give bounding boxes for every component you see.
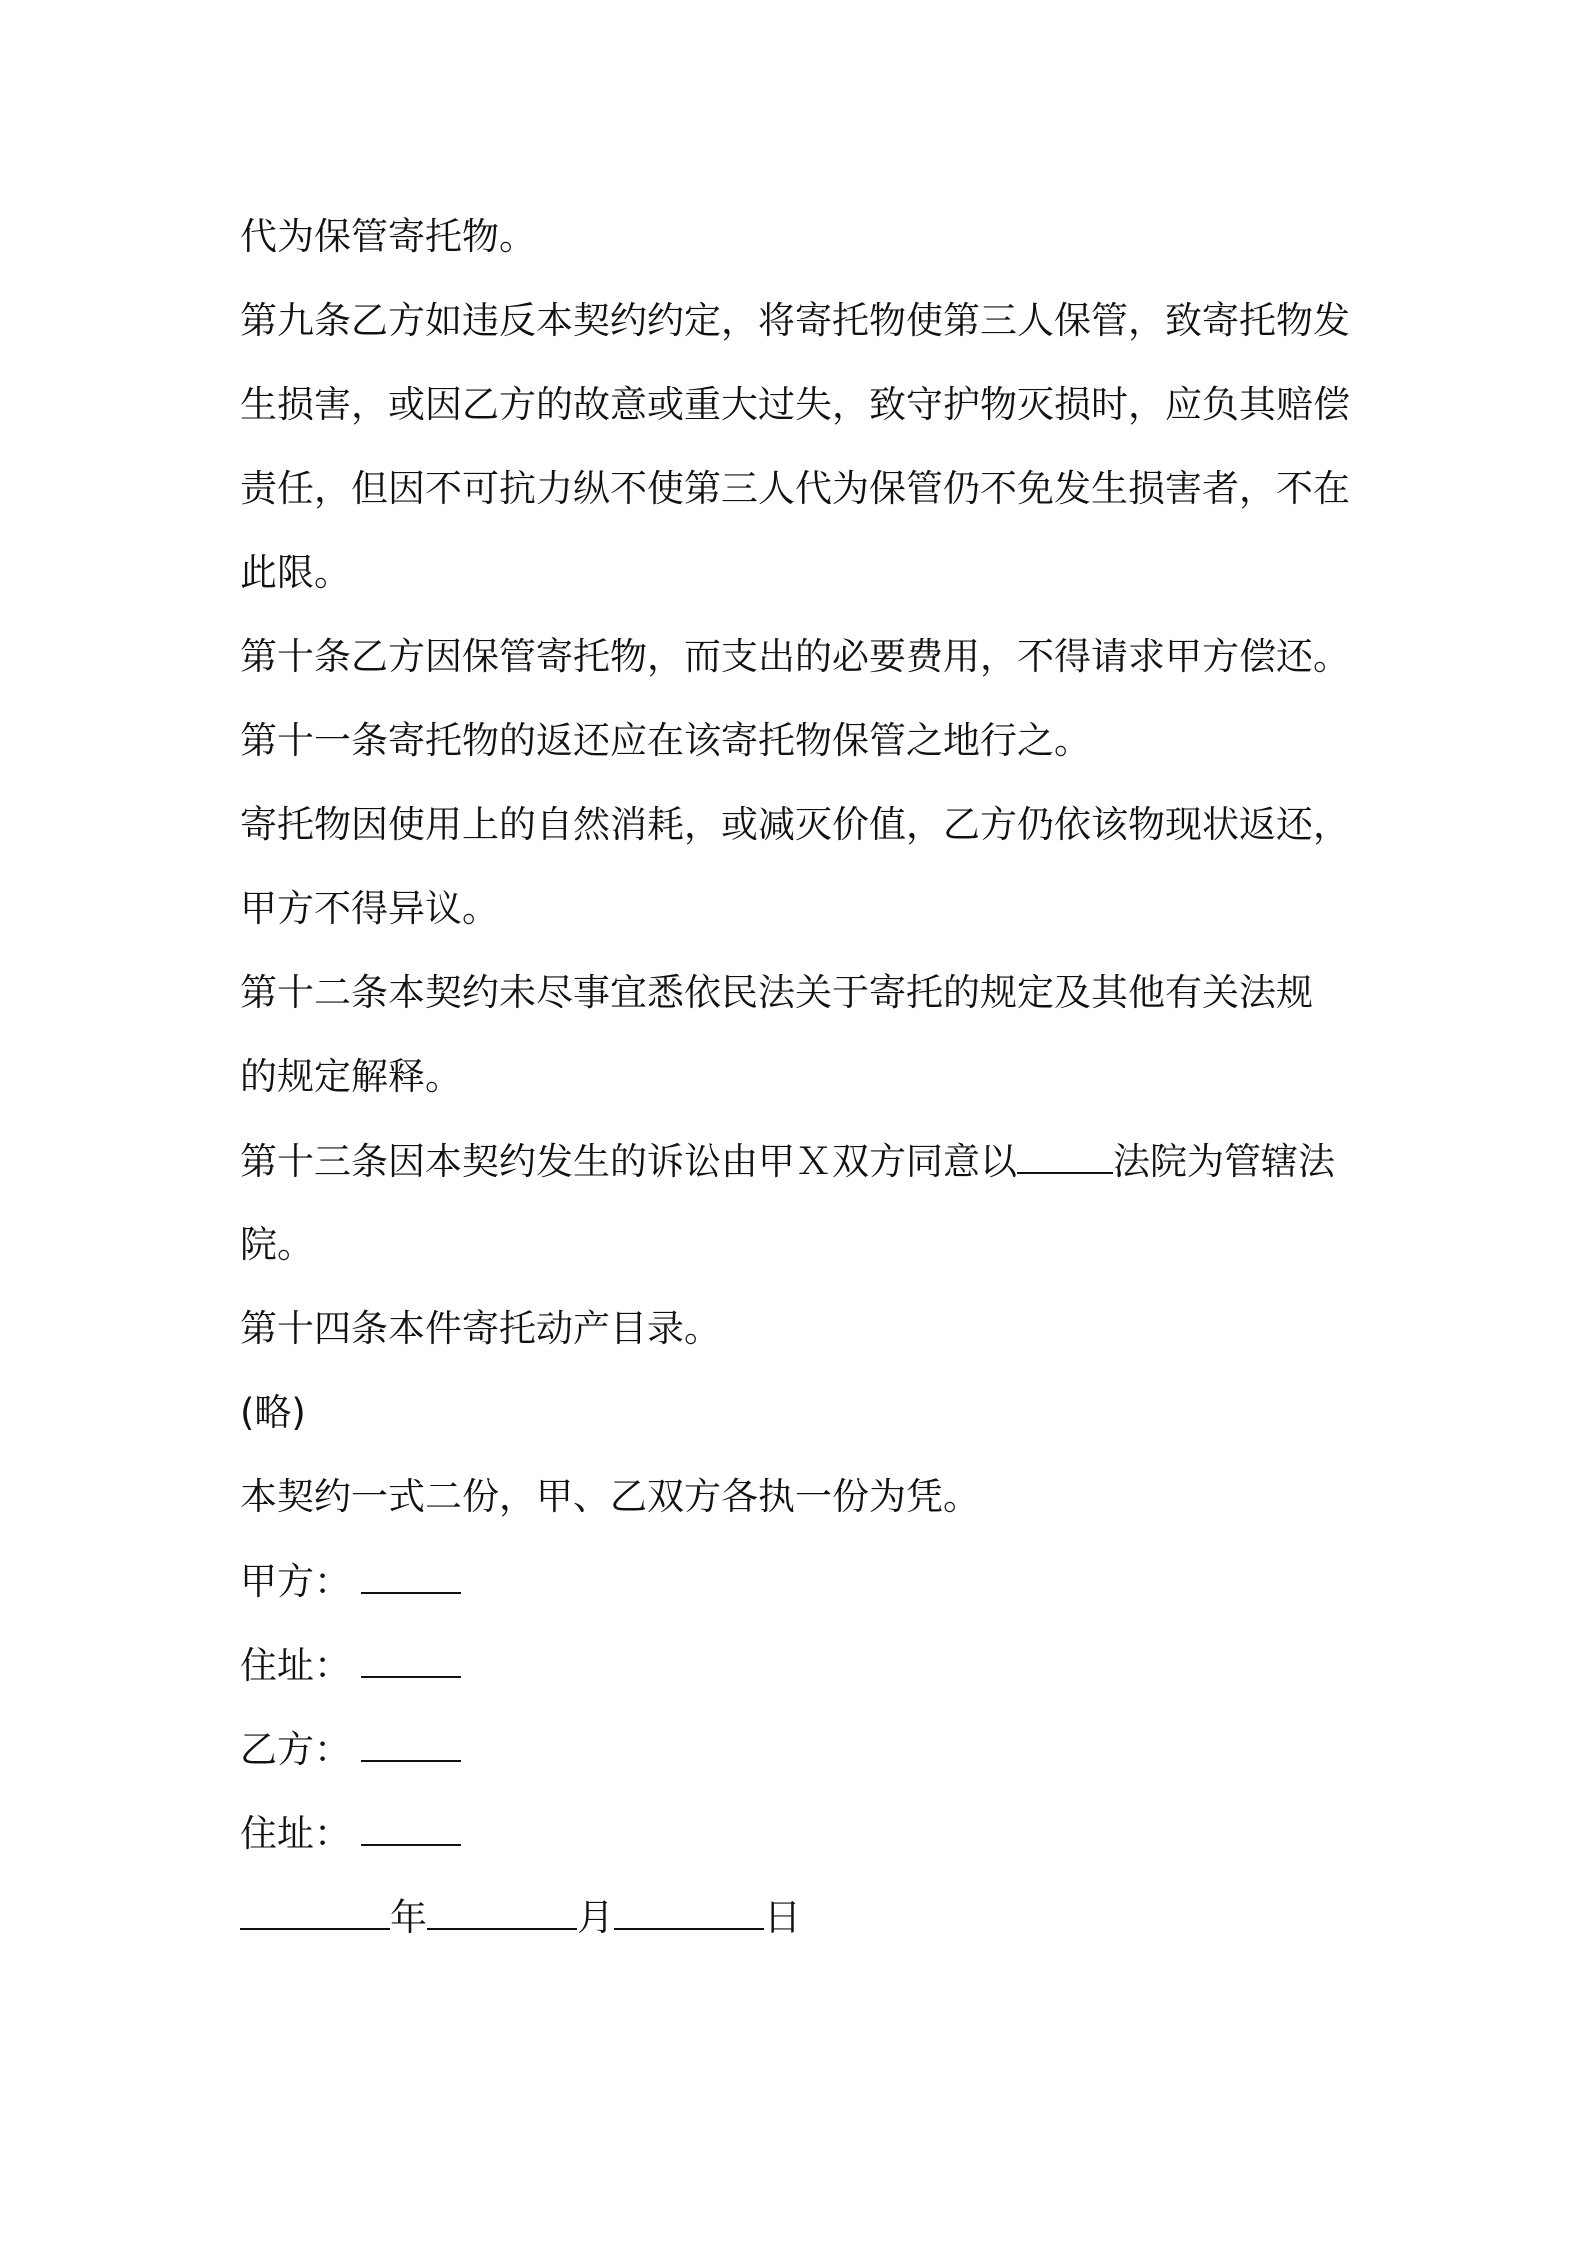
- paragraph-line: 第十二条本契约未尽事宜悉依民法关于寄托的规定及其他有关法规: [240, 971, 1313, 1014]
- month-label: 月: [577, 1896, 614, 1939]
- paragraph-line: 责任，但因不可抗力纵不使第三人代为保管仍不免发生损害者，不在: [240, 467, 1350, 510]
- paragraph-line: 此限。: [240, 551, 351, 594]
- article-13-text-after: 法院为管辖法: [1113, 1140, 1335, 1183]
- party-b-line: [240, 1724, 1360, 1775]
- paragraph-line: 的规定解释。: [240, 1055, 462, 1098]
- court-name-blank[interactable]: [1017, 1136, 1113, 1174]
- party-a-label: 甲方：: [240, 1560, 351, 1603]
- article-13-line: [240, 1136, 1360, 1187]
- day-blank[interactable]: [614, 1892, 764, 1930]
- date-line: [240, 1892, 1360, 1943]
- paragraph-line: 第十四条本件寄托动产目录。: [240, 1307, 721, 1350]
- address-b-line: [240, 1808, 1360, 1859]
- paragraph-line: 第十一条寄托物的返还应在该寄托物保管之地行之。: [240, 719, 1091, 762]
- paragraph-line: 寄托物因使用上的自然消耗，或减灭价值，乙方仍依该物现状返还，: [240, 803, 1350, 846]
- paragraph-line: 生损害，或因乙方的故意或重大过失，致守护物灭损时，应负其赔偿: [240, 383, 1350, 426]
- month-blank[interactable]: [427, 1892, 577, 1930]
- party-a-blank[interactable]: [361, 1556, 461, 1594]
- paragraph-line: 代为保管寄托物。: [240, 215, 536, 258]
- address-b-label: 住址：: [240, 1812, 351, 1855]
- day-label: 日: [764, 1896, 801, 1939]
- paragraph-line: 院。: [240, 1223, 314, 1266]
- address-a-label: 住址：: [240, 1644, 351, 1687]
- paragraph-line: (略): [240, 1391, 306, 1434]
- party-b-label: 乙方：: [240, 1728, 351, 1771]
- paragraph-line: 甲方不得异议。: [240, 887, 499, 930]
- party-a-line: [240, 1556, 1360, 1607]
- year-label: 年: [390, 1896, 427, 1939]
- article-13-text-before: 第十三条因本契约发生的诉讼由甲Ｘ双方同意以: [240, 1140, 1017, 1183]
- paragraph-line: 第九条乙方如违反本契约约定，将寄托物使第三人保管，致寄托物发: [240, 299, 1350, 342]
- year-blank[interactable]: [240, 1892, 390, 1930]
- address-a-blank[interactable]: [361, 1640, 461, 1678]
- paragraph-line: 第十条乙方因保管寄托物，而支出的必要费用，不得请求甲方偿还。: [240, 635, 1350, 678]
- address-a-line: [240, 1640, 1360, 1691]
- party-b-blank[interactable]: [361, 1724, 461, 1762]
- paragraph-line: 本契约一式二份，甲、乙双方各执一份为凭。: [240, 1475, 980, 1518]
- address-b-blank[interactable]: [361, 1808, 461, 1846]
